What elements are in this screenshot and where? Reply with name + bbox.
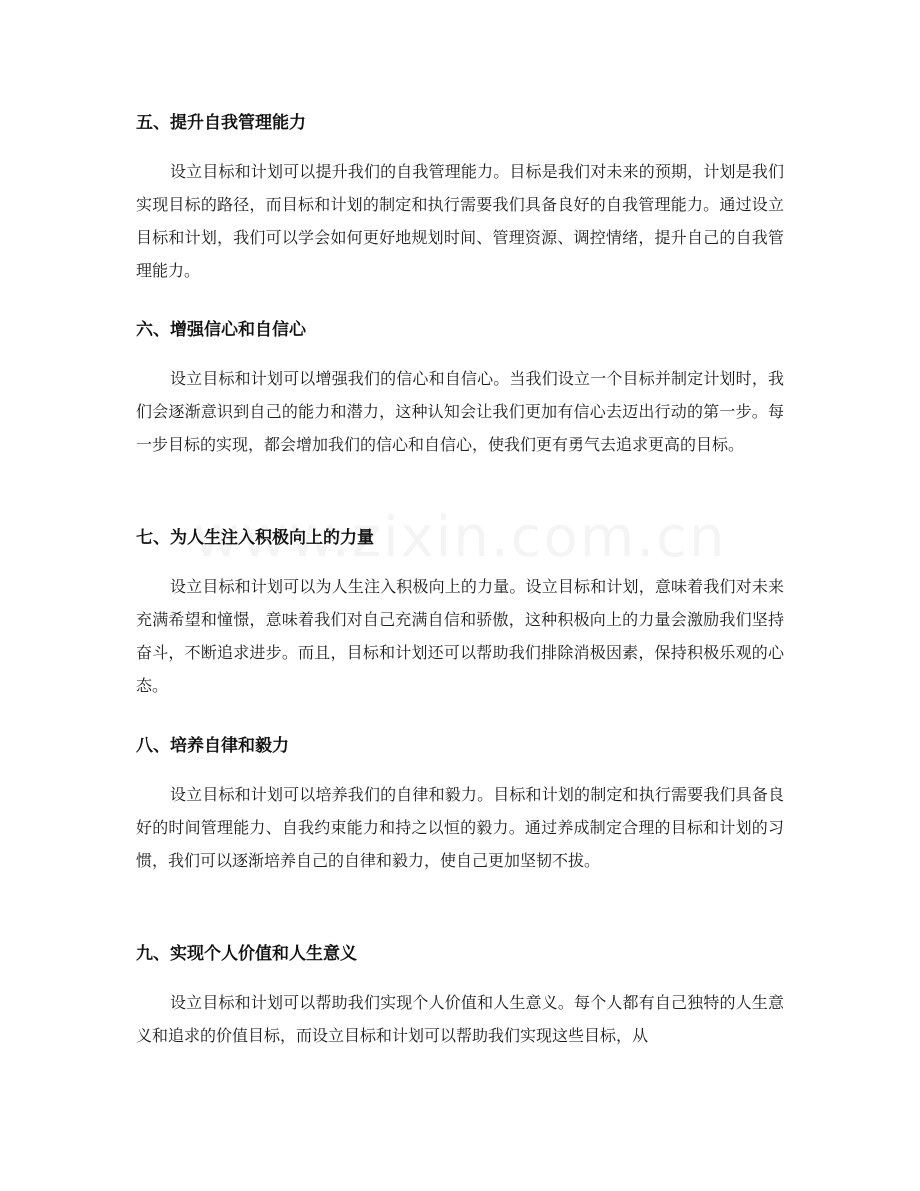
section-heading: 五、提升自我管理能力 <box>136 113 306 133</box>
section-paragraph: 设立目标和计划可以提升我们的自我管理能力。目标是我们对未来的预期，计划是我们实现目标的路径，而目标和计划的制定和执行需要我们具备良好的自我管理能力。通过设立目标和计划，我们可以学会如何更好地规划时间、管理资源、调控情绪，提升自己的自我管理能力。 <box>136 162 784 280</box>
section-paragraph: 设立目标和计划可以培养我们的自律和毅力。目标和计划的制定和执行需要我们具备良好的时间管理能力、自我约束能力和持之以恒的毅力。通过养成制定合理的目标和计划的习惯，我们可以逐渐培养自己的自律和毅力，使自己更加坚韧不拔。 <box>136 785 784 870</box>
section-heading: 六、增强信心和自信心 <box>136 320 306 340</box>
section-paragraph: 设立目标和计划可以增强我们的信心和自信心。当我们设立一个目标并制定计划时，我们会逐渐意识到自己的能力和潜力，这种认知会让我们更加有信心去迈出行动的第一步。每一步目标的实现，都会增加我们的信心和自信心，使我们更有勇气去追求更高的目标。 <box>136 369 784 454</box>
section-heading: 九、实现个人价值和人生意义 <box>136 944 357 964</box>
section-heading: 八、培养自律和毅力 <box>136 736 289 756</box>
section-paragraph: 设立目标和计划可以帮助我们实现个人价值和人生意义。每个人都有自己独特的人生意义和追求的价值目标，而设立目标和计划可以帮助我们实现这些目标，从 <box>136 993 784 1045</box>
section-8 <box>136 734 784 877</box>
section-7 <box>136 526 784 702</box>
section-5 <box>136 111 784 287</box>
section-9 <box>136 942 784 1052</box>
section-paragraph: 设立目标和计划可以为人生注入积极向上的力量。设立目标和计划，意味着我们对未来充满希望和憧憬，意味着我们对自己充满自信和骄傲，这种积极向上的力量会激励我们坚持奋斗，不断追求进步。而且，目标和计划还可以帮助我们排除消极因素，保持积极乐观的心态。 <box>136 577 784 695</box>
section-6 <box>136 318 784 461</box>
section-heading: 七、为人生注入积极向上的力量 <box>136 528 374 548</box>
